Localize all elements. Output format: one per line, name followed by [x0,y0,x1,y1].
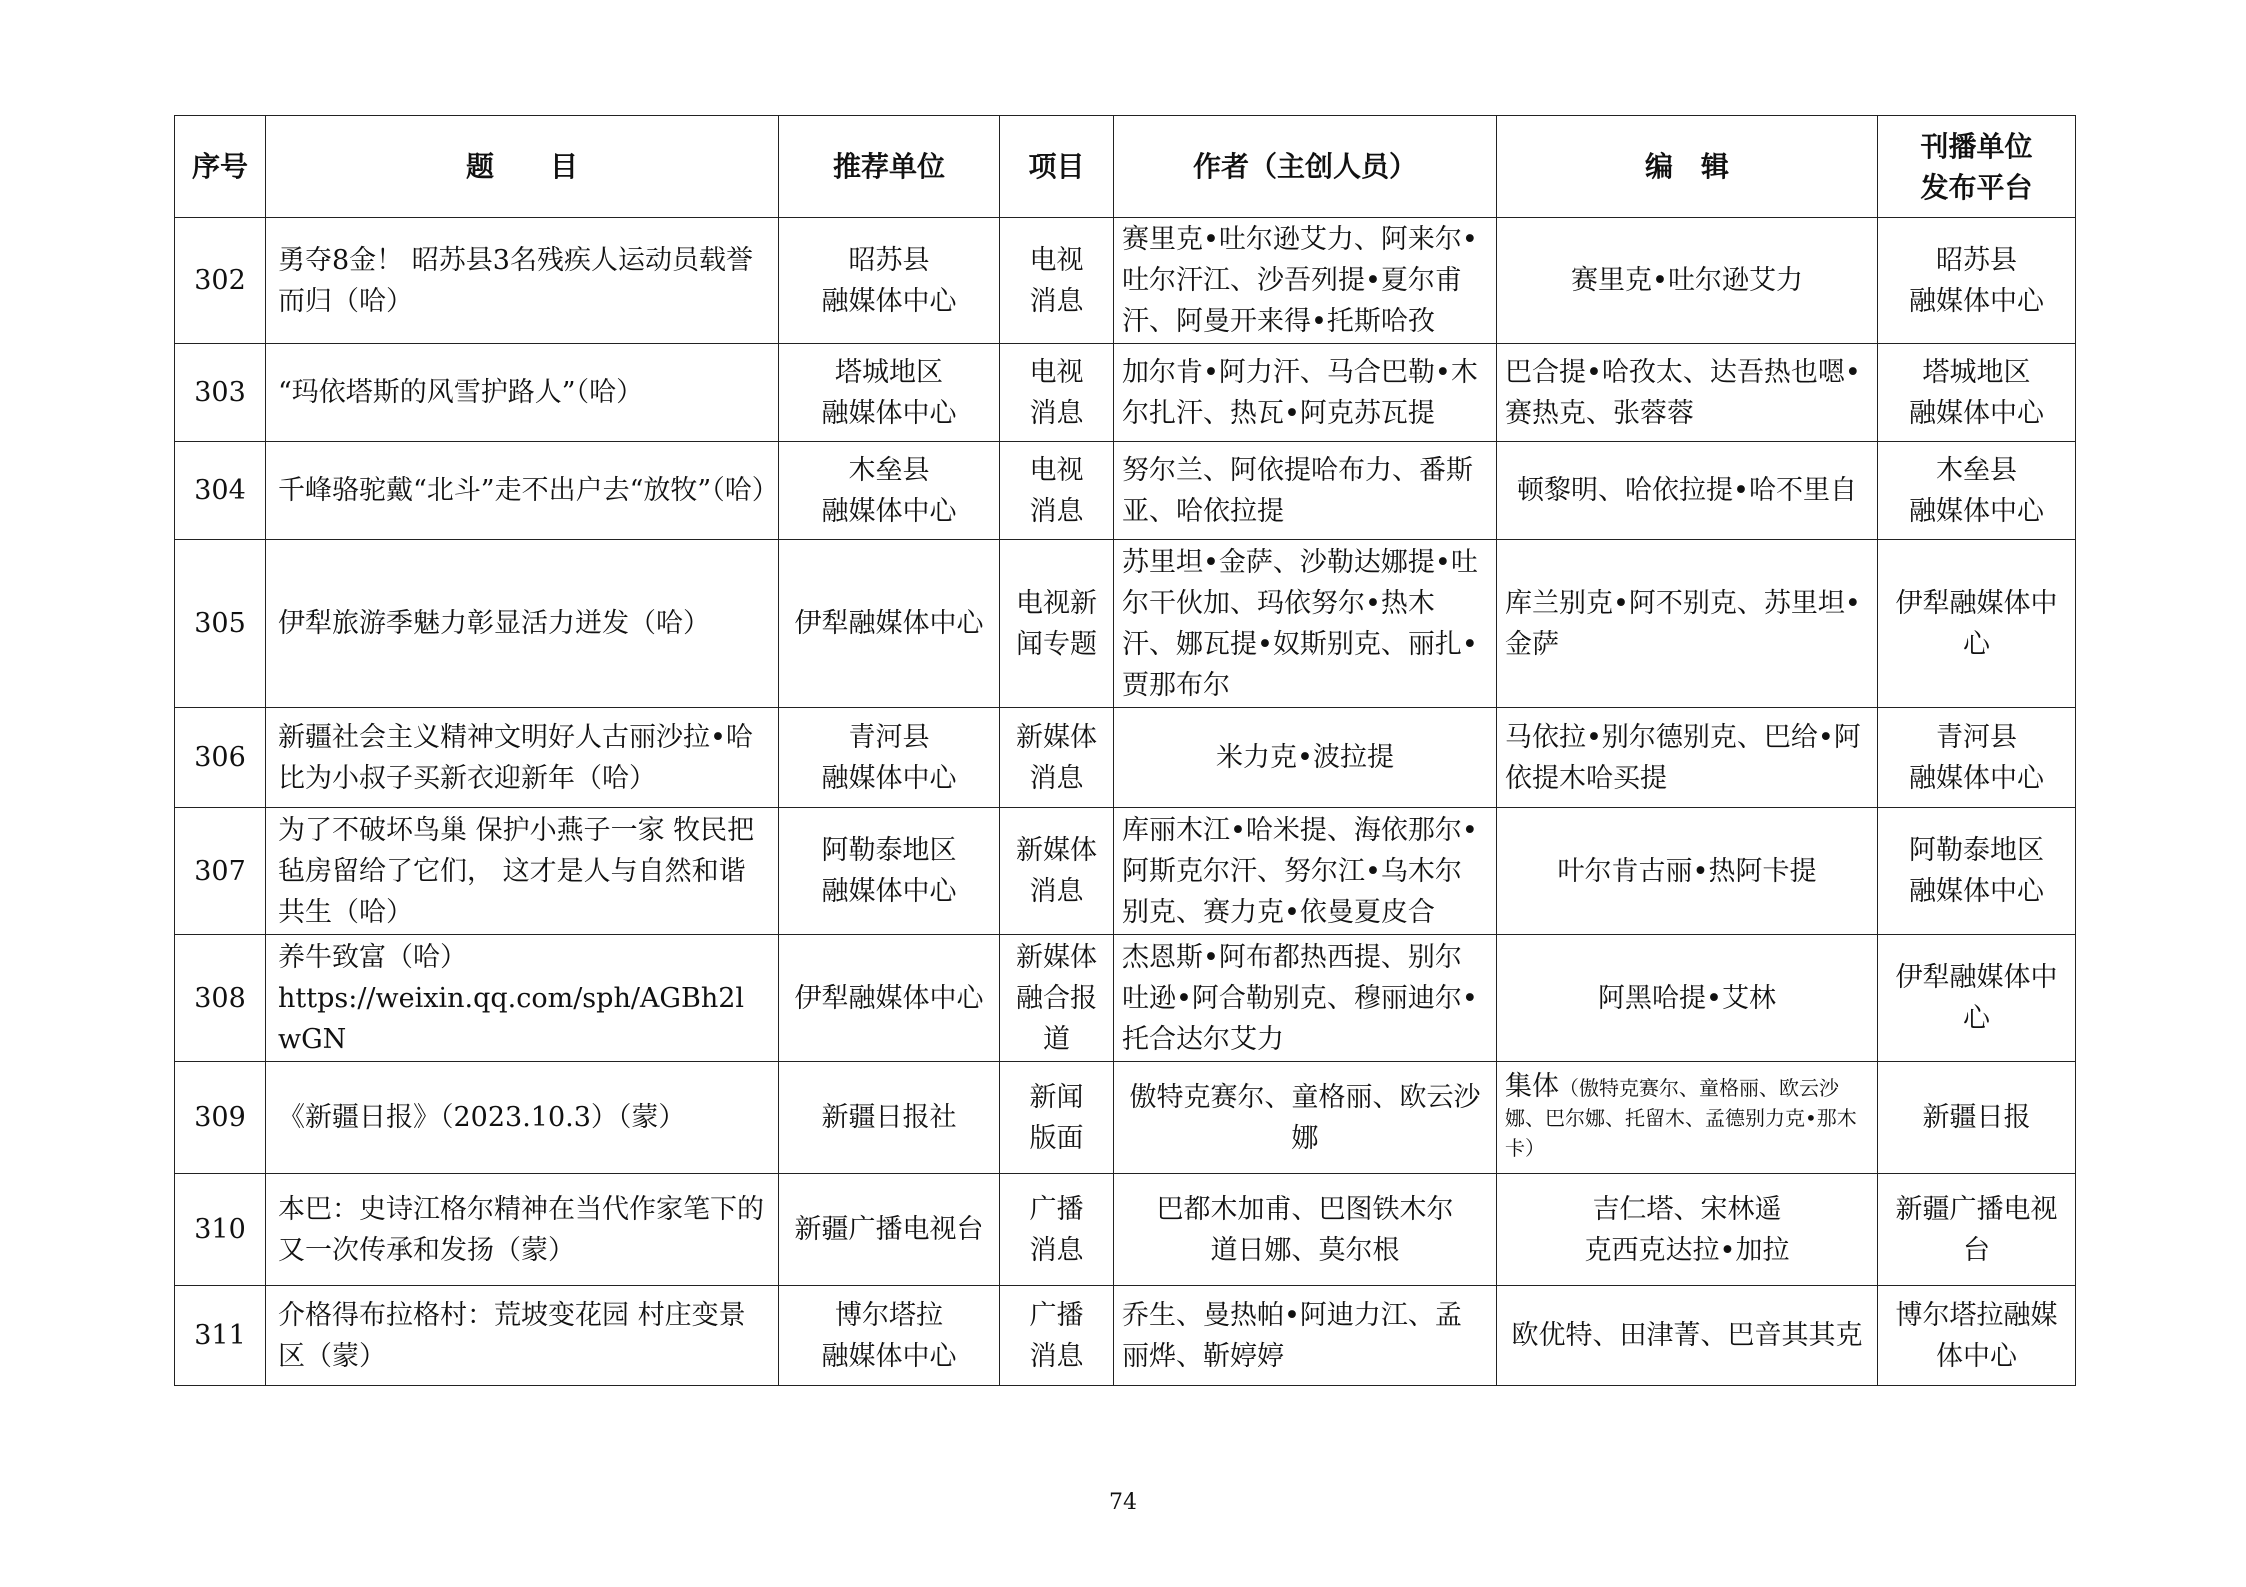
cell-author: 苏里坦•金萨、沙勒达娜提•吐尔干伙加、玛依努尔•热木汗、娜瓦提•奴斯别克、丽扎•贾那布尔 [1114,540,1497,708]
cell-author: 杰恩斯•阿布都热西提、别尔吐逊•阿合勒别克、穆丽迪尔•托合达尔艾力 [1114,935,1497,1062]
cell-platform: 伊犁融媒体中心 [1878,935,2076,1062]
cell-item: 电视 消息 [1000,218,1114,344]
header-title: 题 目 [266,116,779,218]
cell-platform: 阿勒泰地区 融媒体中心 [1878,808,2076,935]
table-body [175,218,2076,1386]
cell-author: 赛里克•吐尔逊艾力、阿来尔•吐尔汗江、沙吾列提•夏尔甫汗、阿曼开来得•托斯哈孜 [1114,218,1497,344]
table-header-row [175,116,2076,218]
cell-author: 米力克•波拉提 [1114,708,1497,808]
cell-unit: 伊犁融媒体中心 [779,935,1000,1062]
header-item: 项目 [1000,116,1114,218]
cell-no: 304 [175,442,266,540]
cell-no: 307 [175,808,266,935]
cell-unit: 昭苏县 融媒体中心 [779,218,1000,344]
cell-platform: 伊犁融媒体中心 [1878,540,2076,708]
editor-members: （傲特克赛尔、童格丽、欧云沙娜、巴尔娜、托留木、孟德别力克•那木卡） [1505,1076,1857,1160]
cell-unit: 木垒县 融媒体中心 [779,442,1000,540]
cell-no: 303 [175,344,266,442]
table-row [175,442,2076,540]
cell-no: 306 [175,708,266,808]
cell-unit: 塔城地区 融媒体中心 [779,344,1000,442]
cell-author: 库丽木江•哈米提、海依那尔•阿斯克尔汗、努尔江•乌木尔别克、赛力克•依曼夏皮合 [1114,808,1497,935]
cell-unit: 新疆广播电视台 [779,1174,1000,1286]
cell-item: 电视新 闻专题 [1000,540,1114,708]
table-row [175,540,2076,708]
header-author: 作者（主创人员） [1114,116,1497,218]
cell-author: 努尔兰、阿依提哈布力、番斯亚、哈依拉提 [1114,442,1497,540]
cell-item: 新媒体 消息 [1000,708,1114,808]
cell-editor: 阿黑哈提•艾林 [1497,935,1878,1062]
cell-editor [1497,1062,1878,1174]
cell-title: 养牛致富（哈） https://weixin.qq.com/sph/AGBh2lwGN [266,935,779,1062]
cell-author: 加尔肯•阿力汗、马合巴勒•木尔扎汗、热瓦•阿克苏瓦提 [1114,344,1497,442]
cell-unit: 阿勒泰地区 融媒体中心 [779,808,1000,935]
cell-item: 新媒体 消息 [1000,808,1114,935]
cell-editor: 叶尔肯古丽•热阿卡提 [1497,808,1878,935]
cell-platform: 博尔塔拉融媒体中心 [1878,1286,2076,1386]
cell-platform: 新疆日报 [1878,1062,2076,1174]
cell-editor: 库兰别克•阿不别克、苏里坦•金萨 [1497,540,1878,708]
cell-no: 310 [175,1174,266,1286]
page-number: 74 [1109,1490,1137,1515]
cell-title: 伊犁旅游季魅力彰显活力迸发（哈） [266,540,779,708]
cell-title: 为了不破坏鸟巢 保护小燕子一家 牧民把毡房留给了它们， 这才是人与自然和谐共生（哈） [266,808,779,935]
cell-platform: 木垒县 融媒体中心 [1878,442,2076,540]
cell-title: 介格得布拉格村：荒坡变花园 村庄变景区（蒙） [266,1286,779,1386]
cell-title: 本巴：史诗江格尔精神在当代作家笔下的又一次传承和发扬（蒙） [266,1174,779,1286]
cell-no: 308 [175,935,266,1062]
cell-title: 千峰骆驼戴“北斗”走不出户去“放牧”（哈） [266,442,779,540]
editor-lead: 集体 [1505,1071,1559,1102]
cell-item: 电视 消息 [1000,344,1114,442]
header-no: 序号 [175,116,266,218]
cell-editor: 巴合提•哈孜太、达吾热也嗯•赛热克、张蓉蓉 [1497,344,1878,442]
cell-author: 傲特克赛尔、童格丽、欧云沙娜 [1114,1062,1497,1174]
cell-editor: 顿黎明、哈依拉提•哈不里自 [1497,442,1878,540]
table-row [175,808,2076,935]
cell-item: 广播 消息 [1000,1174,1114,1286]
cell-unit: 青河县 融媒体中心 [779,708,1000,808]
cell-platform: 青河县 融媒体中心 [1878,708,2076,808]
cell-title: 《新疆日报》（2023.10.3）（蒙） [266,1062,779,1174]
table-row [175,1174,2076,1286]
table-row [175,1286,2076,1386]
cell-editor: 吉仁塔、宋林遥 克西克达拉•加拉 [1497,1174,1878,1286]
award-table [174,115,2076,1386]
cell-unit: 伊犁融媒体中心 [779,540,1000,708]
cell-editor: 马依拉•别尔德别克、巴给•阿依提木哈买提 [1497,708,1878,808]
header-platform: 刊播单位 发布平台 [1878,116,2076,218]
cell-editor: 欧优特、田津菁、巴音其其克 [1497,1286,1878,1386]
cell-platform: 塔城地区 融媒体中心 [1878,344,2076,442]
table-row [175,708,2076,808]
cell-item: 广播 消息 [1000,1286,1114,1386]
cell-item: 新媒体 融合报 道 [1000,935,1114,1062]
header-editor: 编 辑 [1497,116,1878,218]
cell-author: 巴都木加甫、巴图铁木尔 道日娜、莫尔根 [1114,1174,1497,1286]
cell-item: 新闻 版面 [1000,1062,1114,1174]
cell-editor: 赛里克•吐尔逊艾力 [1497,218,1878,344]
cell-no: 309 [175,1062,266,1174]
cell-no: 302 [175,218,266,344]
cell-unit: 博尔塔拉 融媒体中心 [779,1286,1000,1386]
table-row [175,1062,2076,1174]
table-row [175,218,2076,344]
cell-item: 电视 消息 [1000,442,1114,540]
cell-author: 乔生、曼热帕•阿迪力江、孟丽烨、靳婷婷 [1114,1286,1497,1386]
table-row [175,344,2076,442]
cell-platform: 新疆广播电视台 [1878,1174,2076,1286]
header-unit: 推荐单位 [779,116,1000,218]
cell-no: 311 [175,1286,266,1386]
cell-platform: 昭苏县 融媒体中心 [1878,218,2076,344]
table-row [175,935,2076,1062]
cell-no: 305 [175,540,266,708]
cell-title: “玛依塔斯的风雪护路人”（哈） [266,344,779,442]
cell-title: 勇夺8金！ 昭苏县3名残疾人运动员载誉而归（哈） [266,218,779,344]
cell-unit: 新疆日报社 [779,1062,1000,1174]
cell-title: 新疆社会主义精神文明好人古丽沙拉•哈比为小叔子买新衣迎新年（哈） [266,708,779,808]
